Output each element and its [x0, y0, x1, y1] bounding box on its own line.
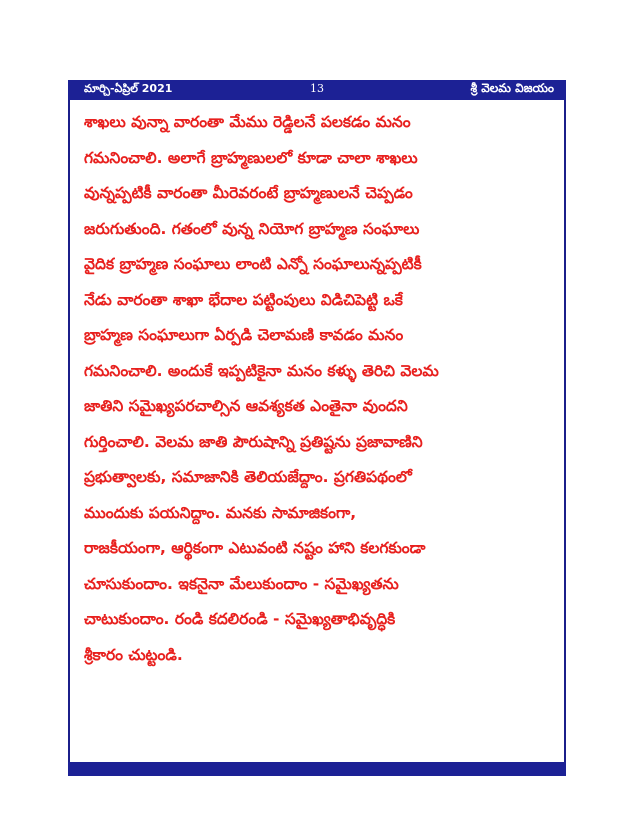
page-number: 13: [310, 82, 324, 95]
issue-date: మార్చి-ఏప్రిల్ 2021: [84, 82, 173, 95]
body-line: శాఖలు వున్నా వారంతా మేము రెడ్డిలనే పలకడం మనం: [84, 113, 411, 131]
body-line: చూసుకుందాం. ఇకనైనా మేలుకుందాం - సమైఖ్యతను: [84, 574, 399, 593]
body-line: రాజకీయంగా, ఆర్థికంగా ఎటువంటి నష్టం హాని కలగకుండా: [84, 539, 426, 557]
body-line: ముందుకు పయనిద్దాం. మనకు సామాజికంగా,: [84, 503, 357, 522]
body-line: బ్రాహ్మణ సంఘాలుగా ఏర్పడి చెలామణి కావడం మనం: [84, 326, 404, 344]
article-body: [84, 105, 554, 673]
body-line: నేడు వారంతా శాఖా భేదాల పట్టింపులు విడిచిపెట్టి ఒకే: [84, 290, 403, 309]
body-line: ప్రభుత్వాలకు, సమాజానికి తెలియజేద్దాం. ప్రగతిపథంలో: [84, 468, 412, 486]
body-line: జాతిని సమైఖ్యపరచాల్సిన ఆవశ్యకత ఎంతైనా వుందని: [84, 397, 408, 415]
footer-bar: [68, 762, 566, 776]
body-line: చాటుకుందాం. రండి కదలిరండి - సమైఖ్యతాభివృద్ధికి: [84, 610, 396, 628]
body-line: వున్నప్పటికీ వారంతా మీరెవరంటే బ్రాహ్మణులనే చెప్పడం: [84, 184, 413, 202]
body-line: గుర్తించాలి. వెలమ జాతి పౌరుషాన్ని ప్రతిష్టను ప్రజావాణిని: [84, 432, 423, 451]
body-line: శ్రీకారం చుట్టండి.: [84, 645, 183, 664]
body-line: గమనించాలి. అలాగే బ్రాహ్మణులలో కూడా చాలా శాఖలు: [84, 148, 418, 167]
magazine-title: శ్రీ వెలమ విజయం: [470, 81, 554, 95]
body-line: గమనించాలి. అందుకే ఇప్పటికైనా మనం కళ్ళు తెరిచి వెలమ: [84, 361, 439, 380]
body-line: వైదిక బ్రాహ్మణ సంఘాలు లాంటి ఎన్నో సంఘాలున్నప్పటికీ: [84, 255, 422, 273]
body-line: జరుగుతుంది. గతంలో వున్న నియోగ బ్రాహ్మణ సంఘాలు: [84, 219, 420, 238]
header-bar: [68, 80, 566, 100]
